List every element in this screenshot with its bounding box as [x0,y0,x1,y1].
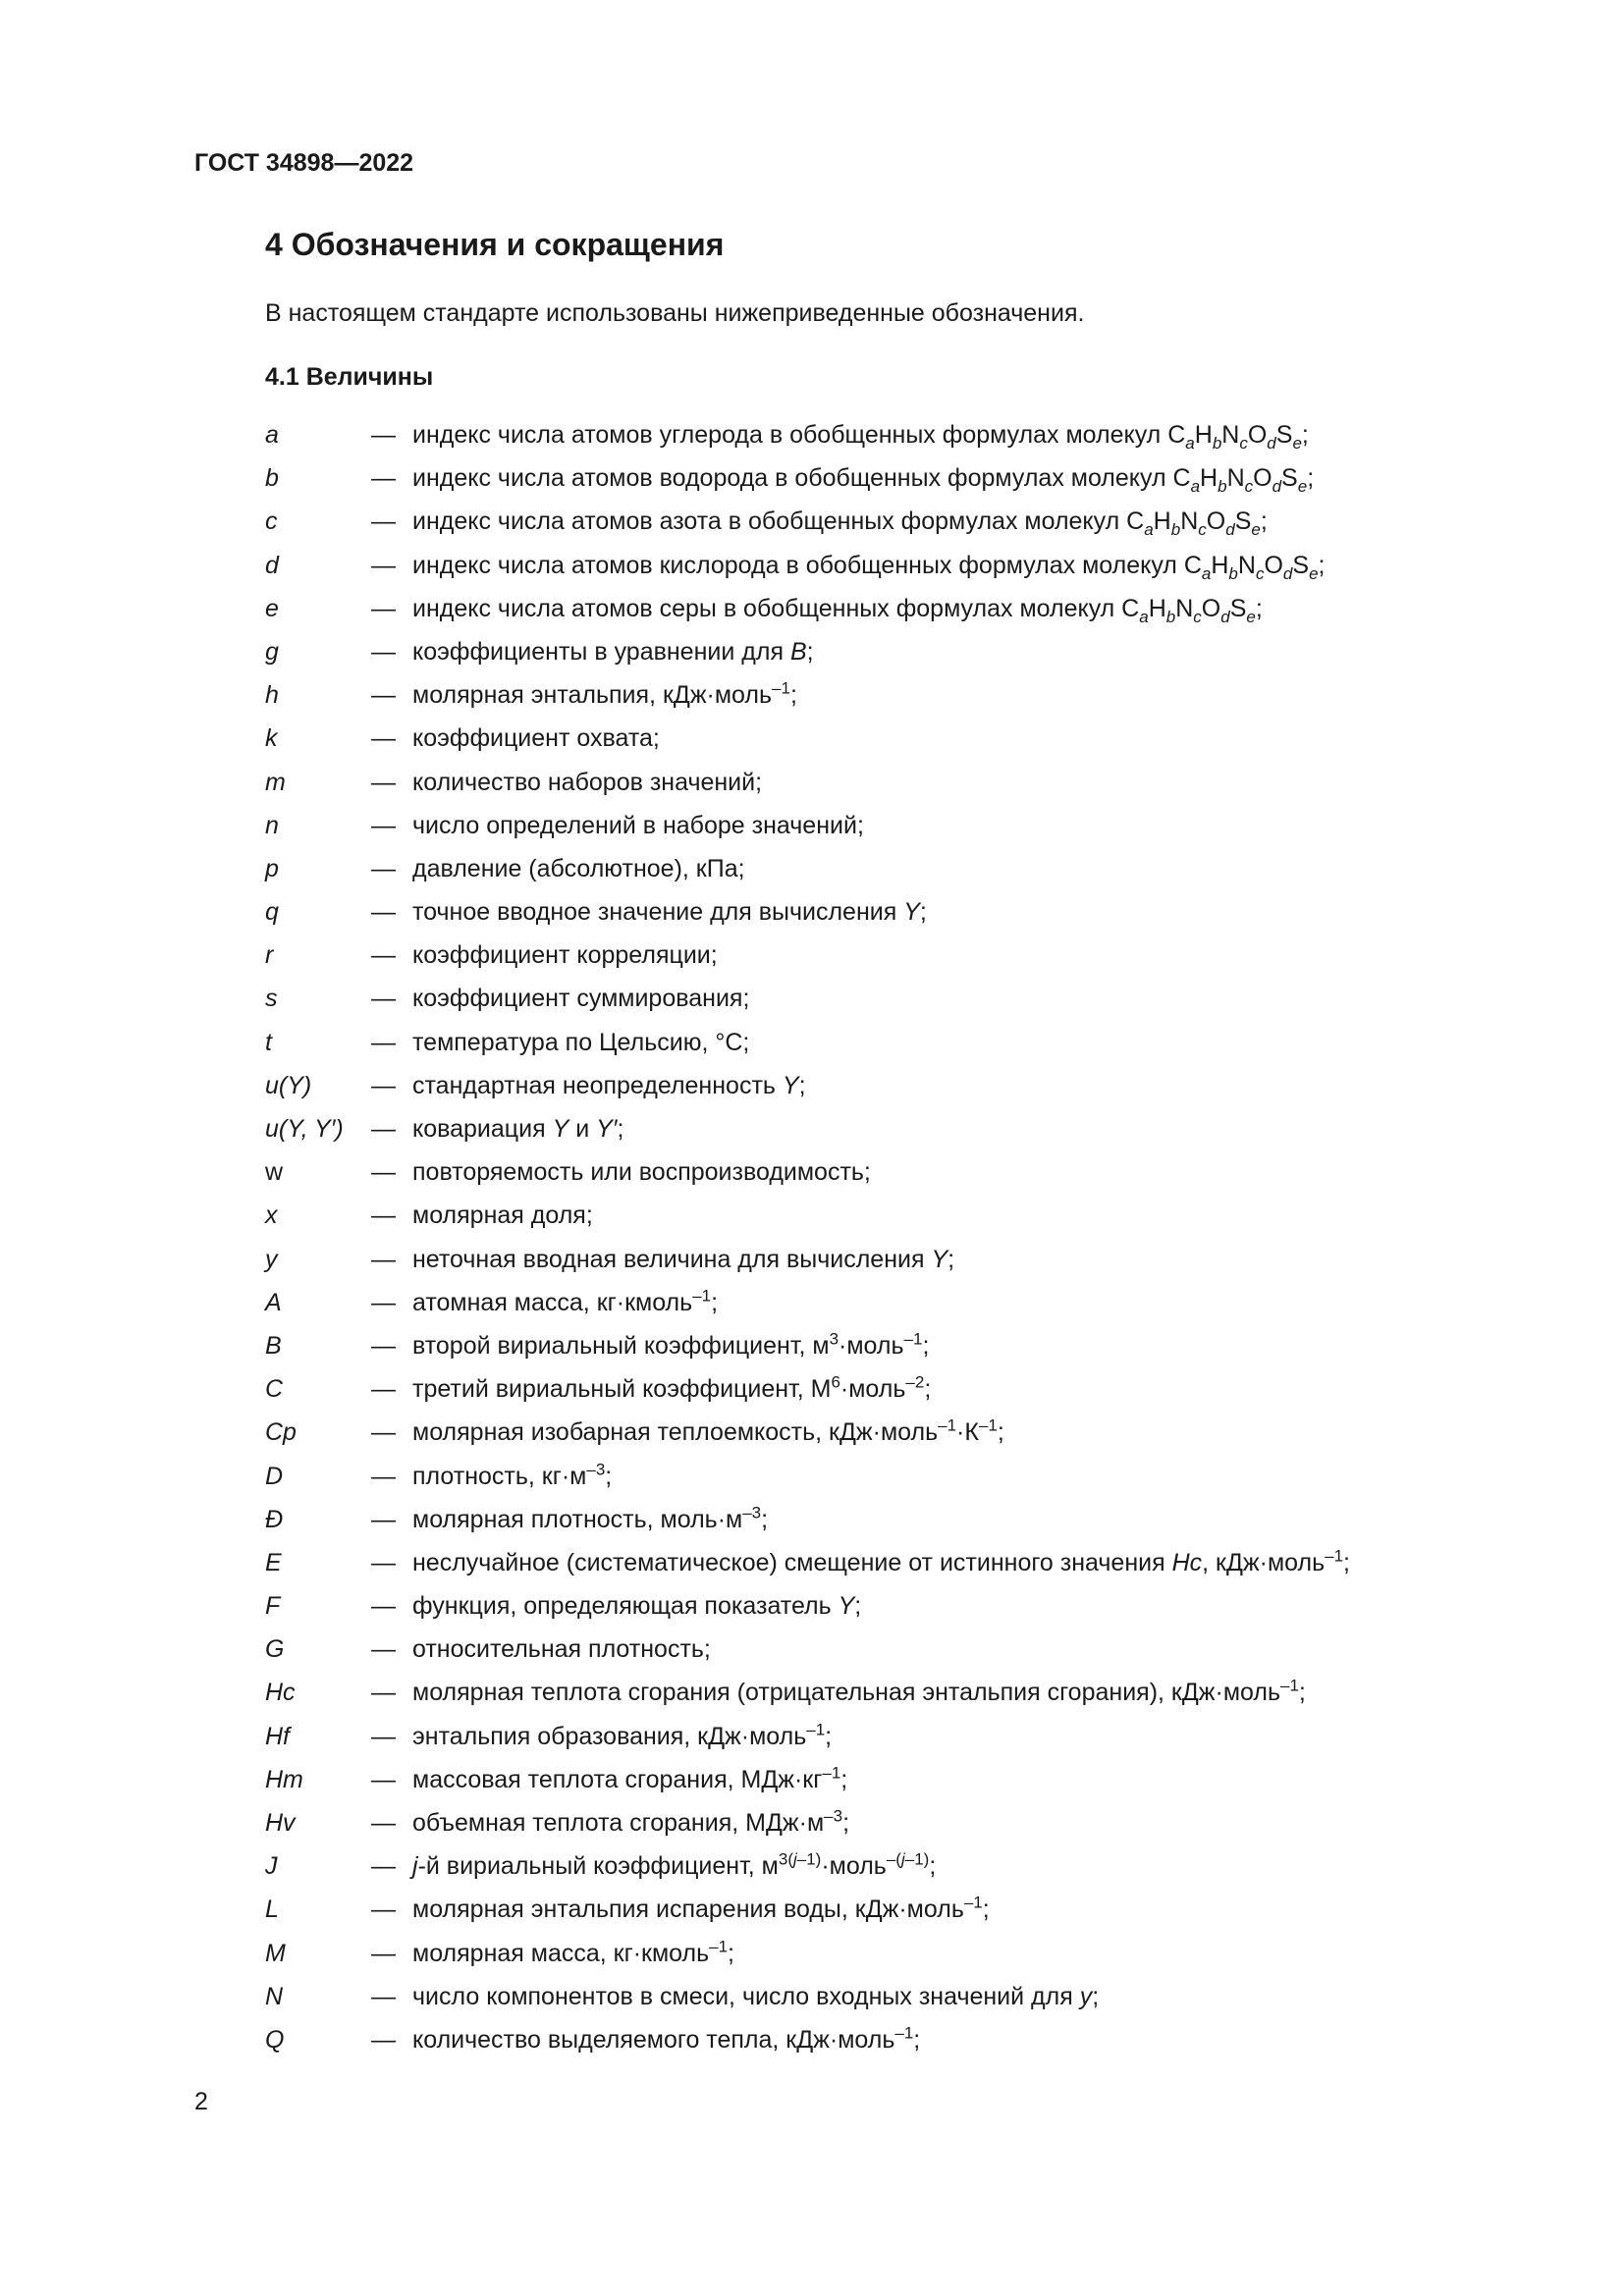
symbol-description: индекс числа атомов углерода в обобщенных формулах молекул $C_aH_bN_cO_dS_e$; [412,421,1309,453]
page-number: 2 [194,2088,208,2115]
list-item [265,1329,1542,1375]
dash-separator: — [371,1418,396,1447]
symbol-description: коэффициент корреляции; [412,941,718,970]
list-item [265,1896,1542,1939]
symbol: J [265,1852,278,1881]
dash-separator: — [371,1722,396,1750]
list-item [265,812,1542,855]
symbol: a [265,421,279,449]
list-item [265,1158,1542,1201]
symbol: t [265,1028,272,1056]
symbol: g [265,637,279,666]
symbol-description: индекс числа атомов серы в обобщенных формулах молекул $C_aH_bN_cO_dS_e$; [412,594,1263,626]
symbol: q [265,898,279,927]
list-item [265,941,1542,985]
section-title: 4 Обозначения и сокращения [265,227,725,262]
symbol-list [265,421,1542,2069]
dash-separator: — [371,421,396,449]
symbol: k [265,724,278,753]
dash-separator: — [371,1201,396,1230]
list-item [265,1635,1542,1679]
symbol: s [265,985,278,1013]
symbol-description: индекс числа атомов водорода в обобщенных формулах молекул $C_aH_bN_cO_dS_e$; [412,464,1315,497]
list-item [265,421,1542,464]
list-item [265,552,1542,595]
list-item [265,1763,1542,1809]
dash-separator: — [371,854,396,882]
symbol-description: давление (абсолютное), кПа; [412,854,745,882]
intro-paragraph: В настоящем стандарте использованы нижеприведенные обозначения. [265,299,1085,327]
dash-separator: — [371,1158,396,1187]
symbol-description: второй вириальный коэффициент, $м^3\cdot моль^{-1}$; [412,1329,930,1360]
symbol-description: третий вириальный коэффициент, $М^6\cdot моль^{-2}$; [412,1372,932,1404]
symbol-description: неслучайное (систематическое) смещение от истинного значения Hc, кДж·моль$^{-1}$; [412,1546,1350,1576]
dash-separator: — [371,637,396,666]
list-item [265,507,1542,551]
dash-separator: — [371,1852,396,1881]
symbol-description: молярная энтальпия, кДж·моль$^{-1}$; [412,678,797,710]
dash-separator: — [371,1896,396,1924]
list-item [265,1720,1542,1766]
symbol-description: ковариация Y и Y′; [412,1115,624,1143]
dash-separator: — [371,594,396,622]
symbol: M [265,1939,286,1967]
dash-separator: — [371,1375,396,1404]
list-item [265,595,1542,638]
list-item [265,638,1542,681]
symbol-description: температура по Цельсию, °С; [412,1028,750,1056]
dash-separator: — [371,811,396,839]
symbol: h [265,681,279,710]
symbol-description: точное вводное значение для вычисления Y; [412,898,927,927]
list-item [265,898,1542,941]
list-item [265,1679,1542,1722]
dash-separator: — [371,551,396,579]
dash-separator: — [371,1505,396,1533]
dash-separator: — [371,941,396,970]
symbol-description: количество выделяемого тепла, кДж·моль$^{-1}$; [412,2023,921,2054]
list-item [265,1029,1542,1072]
list-item [265,1286,1542,1332]
symbol: b [265,464,279,493]
symbol: r [265,941,274,970]
dash-separator: — [371,507,396,536]
symbol: F [265,1592,281,1621]
list-item [265,1546,1542,1592]
symbol: Cp [265,1418,297,1447]
symbol: c [265,507,278,536]
symbol: L [265,1896,279,1924]
symbol: Hv [265,1809,296,1837]
list-item [265,1937,1542,1983]
symbol-description: число определений в наборе значений; [412,811,864,839]
symbol: x [265,1201,278,1230]
list-item [265,855,1542,898]
symbol: w [265,1158,284,1187]
dash-separator: — [371,724,396,753]
document-id: ГОСТ 34898—2022 [194,149,414,177]
symbol-description: количество наборов значений; [412,768,763,796]
symbol-description: повторяемость или воспроизводимость; [412,1158,871,1187]
list-item [265,678,1542,724]
symbol-description: индекс числа атомов азота в обобщенных формулах молекул $C_aH_bN_cO_dS_e$; [412,507,1268,540]
symbol-description: функция, определяющая показатель Y; [412,1592,862,1621]
symbol-description: относительная плотность; [412,1635,711,1664]
symbol-description: молярная изобарная теплоемкость, $кДж\cdot моль^{-1}\cdot К^{-1}$; [412,1415,1004,1447]
symbol: u(Y, Y′) [265,1115,344,1143]
dash-separator: — [371,2025,396,2054]
symbol: e [265,594,279,622]
dash-separator: — [371,1548,396,1576]
list-item [265,1460,1542,1506]
list-item [265,1201,1542,1245]
dash-separator: — [371,681,396,710]
symbol-description: коэффициент суммирования; [412,985,750,1013]
symbol: A [265,1288,282,1316]
symbol: u(Y) [265,1071,312,1099]
list-item [265,1115,1542,1158]
list-item [265,1849,1542,1896]
symbol-description: число компонентов в смеси, число входных значений для y; [412,1982,1100,2010]
symbol-description: атомная масса, кг·кмоль$^{-1}$; [412,1286,719,1316]
symbol-description: стандартная неопределенность Y; [412,1071,806,1099]
symbol-description: молярная доля; [412,1201,593,1230]
symbol-description: j-й вириальный коэффициент, $м^{3(j-1)}\cdot моль^{-(j-1)}$; [412,1849,937,1881]
symbol: Đ [265,1505,284,1533]
symbol-description: молярная плотность, $моль\cdot м^{-3}$; [412,1503,769,1533]
symbol: E [265,1548,282,1576]
list-item [265,1415,1542,1462]
list-item [265,1983,1542,2026]
symbol: n [265,811,279,839]
dash-separator: — [371,1115,396,1143]
symbol: y [265,1245,278,1273]
list-item [265,985,1542,1028]
list-item [265,1372,1542,1418]
dash-separator: — [371,1331,396,1360]
dash-separator: — [371,1635,396,1664]
list-item [265,2023,1542,2069]
list-item [265,1806,1542,1852]
symbol-description: молярная масса, кг·кмоль$^{-1}$; [412,1937,734,1967]
symbol: G [265,1635,285,1664]
symbol-description: неточная вводная величина для вычисления Y; [412,1245,955,1273]
symbol-description: молярная теплота сгорания (отрицательная энтальпия сгорания), кДж·моль$^{-1}$; [412,1677,1306,1707]
symbol: N [265,1982,284,2010]
symbol-description: массовая теплота сгорания, $МДж\cdot кг^{-1}$; [412,1763,848,1793]
symbol: Hm [265,1765,303,1793]
symbol: m [265,768,286,796]
symbol-description: плотность, $кг\cdot м^{-3}$; [412,1460,613,1490]
dash-separator: — [371,898,396,927]
dash-separator: — [371,1071,396,1099]
symbol: D [265,1462,284,1490]
dash-separator: — [371,1939,396,1967]
list-item [265,1592,1542,1635]
symbol-description: коэффициент охвата; [412,724,660,753]
symbol: C [265,1375,284,1404]
list-item [265,769,1542,812]
dash-separator: — [371,1245,396,1273]
list-item [265,724,1542,768]
symbol-description: молярная энтальпия испарения воды, кДж·моль$^{-1}$; [412,1894,990,1924]
symbol: p [265,854,279,882]
subsection-title: 4.1 Величины [265,363,434,391]
symbol: Hc [265,1679,296,1707]
list-item [265,464,1542,507]
dash-separator: — [371,1028,396,1056]
symbol: B [265,1331,282,1360]
dash-separator: — [371,1679,396,1707]
dash-separator: — [371,1592,396,1621]
list-item [265,1072,1542,1115]
symbol: Q [265,2025,285,2054]
dash-separator: — [371,1982,396,2010]
symbol: Hf [265,1722,290,1750]
dash-separator: — [371,768,396,796]
list-item [265,1503,1542,1549]
dash-separator: — [371,1765,396,1793]
symbol-description: энтальпия образования, кДж·моль$^{-1}$; [412,1720,833,1750]
symbol-description: объемная теплота сгорания, $МДж\cdot м^{-3}$; [412,1806,850,1837]
symbol-description: индекс числа атомов кислорода в обобщенных формулах молекул $C_aH_bN_cO_dS_e$; [412,551,1326,583]
dash-separator: — [371,464,396,493]
dash-separator: — [371,1462,396,1490]
list-item [265,1246,1542,1289]
dash-separator: — [371,1809,396,1837]
symbol-description: коэффициенты в уравнении для B; [412,637,814,666]
symbol: d [265,551,279,579]
dash-separator: — [371,1288,396,1316]
dash-separator: — [371,985,396,1013]
